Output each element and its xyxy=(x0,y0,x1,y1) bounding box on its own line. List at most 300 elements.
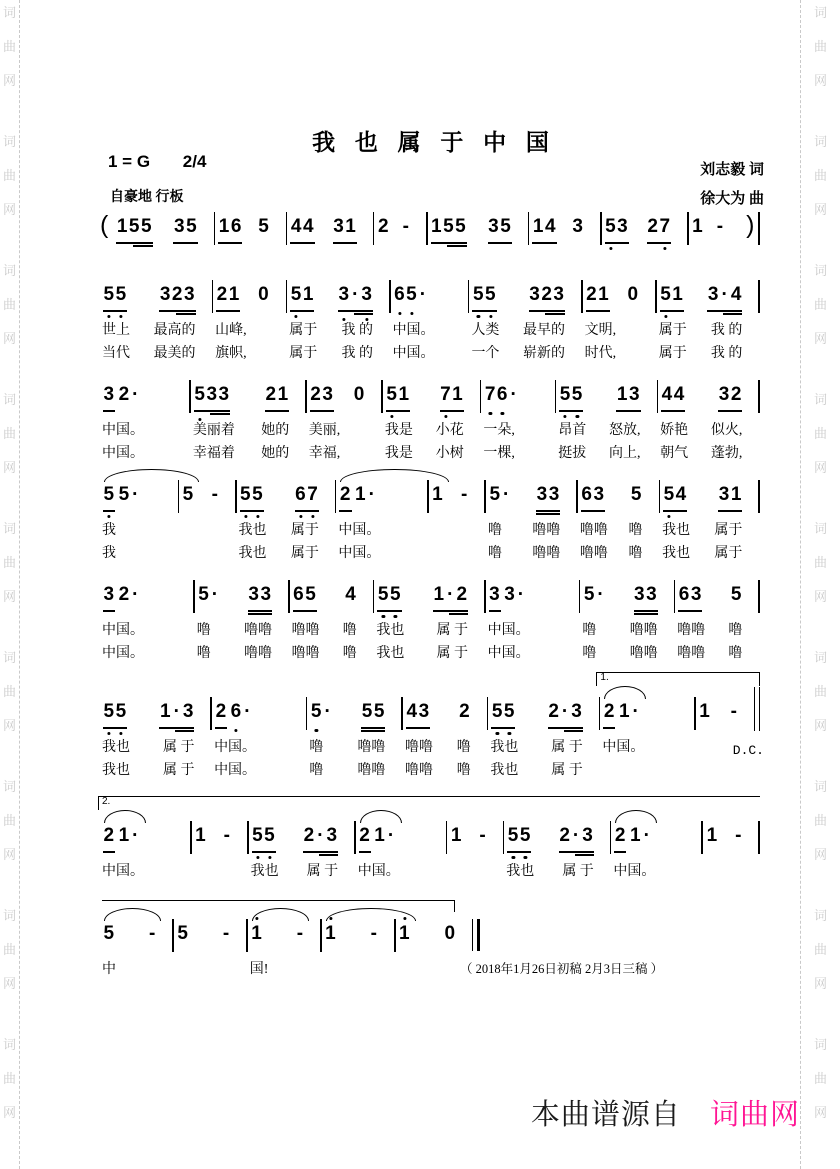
note-char: 3 xyxy=(718,384,730,405)
lyric-word: 属于 xyxy=(290,523,319,538)
note-char: 1 xyxy=(398,384,410,405)
notes-row xyxy=(287,282,389,308)
note-token xyxy=(177,921,189,947)
lyric-row xyxy=(403,762,487,780)
underline xyxy=(564,730,583,732)
note-token xyxy=(440,382,464,408)
note-token xyxy=(660,282,684,308)
note-token xyxy=(361,699,385,725)
underline xyxy=(433,610,468,612)
lyric-word: 噜 xyxy=(487,523,502,538)
lyric-word: 噜噜 xyxy=(532,523,561,538)
note-char: - xyxy=(223,825,231,846)
note-char: · xyxy=(517,584,525,605)
notes-row xyxy=(602,214,687,240)
low-octave-dot xyxy=(342,318,345,321)
lyric-word: 一棵, xyxy=(483,446,515,461)
note-token xyxy=(386,382,410,408)
note-token xyxy=(103,823,115,849)
note-token xyxy=(459,699,471,725)
tempo-marking: 自豪地 行板 xyxy=(110,190,184,205)
underline xyxy=(723,313,742,315)
underline xyxy=(252,851,276,853)
lyric-word: 美丽, xyxy=(308,423,341,438)
lyric-word: 噜噜 xyxy=(677,623,706,638)
notes-row xyxy=(374,214,425,240)
watermark-char: 曲 xyxy=(2,1071,16,1086)
lyric-row xyxy=(100,863,190,881)
note-char: 0 xyxy=(258,284,270,305)
note-token xyxy=(627,282,639,308)
note-char: · xyxy=(132,825,139,846)
note-token xyxy=(230,699,253,725)
key-signature: 1 = G xyxy=(108,152,151,171)
note-token xyxy=(248,582,272,608)
note-token xyxy=(103,482,115,508)
lyric-row xyxy=(486,622,579,640)
note-char: 3 xyxy=(690,584,702,605)
score-body xyxy=(100,211,780,979)
composer-credit: 徐大为 曲 xyxy=(700,190,764,207)
watermark-char: 网 xyxy=(813,589,827,604)
lyric-word: 中国。 xyxy=(338,523,381,538)
note-token xyxy=(431,214,467,240)
lyric-row xyxy=(179,545,235,563)
low-octave-dot xyxy=(315,729,318,732)
barline-end xyxy=(758,380,760,413)
underline xyxy=(295,510,319,512)
note-char: 3 xyxy=(582,825,594,846)
note-token xyxy=(103,699,127,725)
note-char: 3 xyxy=(489,584,501,605)
note-char: 6 xyxy=(496,382,508,408)
measure xyxy=(703,823,758,881)
low-octave-dot xyxy=(107,515,110,518)
lyric-word: 属 于 xyxy=(551,763,583,778)
lyric-row xyxy=(658,445,758,463)
note-char: 5 xyxy=(361,701,373,722)
note-char: 5 xyxy=(103,482,115,508)
lyric-row xyxy=(611,863,701,881)
lyric-row xyxy=(486,645,579,663)
low-octave-dot xyxy=(295,315,298,318)
measure xyxy=(100,282,212,363)
note-char: 2 xyxy=(339,484,351,505)
lyric-word: 中国。 xyxy=(102,623,144,638)
note-char: - xyxy=(461,484,468,505)
note-char: 1 xyxy=(374,825,386,846)
note-token xyxy=(103,921,115,947)
note-token xyxy=(103,382,115,408)
note-char: 3 xyxy=(536,484,548,505)
measure xyxy=(583,282,656,363)
underline xyxy=(361,730,385,732)
underline xyxy=(293,610,317,612)
watermark-char: 词 xyxy=(813,908,827,923)
low-octave-dot xyxy=(299,515,302,518)
volta-closing-line xyxy=(102,900,455,912)
low-octave-dot xyxy=(508,732,511,735)
note-char: 1 xyxy=(432,484,444,505)
lyric-word: 噜噜 xyxy=(357,763,386,778)
underline xyxy=(265,410,289,412)
note-char: 6 xyxy=(581,484,593,505)
lyric-word: 一朵, xyxy=(483,423,515,438)
measure xyxy=(660,482,758,563)
lyric-word: 噜噜 xyxy=(405,740,434,755)
measure xyxy=(179,482,235,563)
lyric-row xyxy=(100,622,193,640)
lyric-word: 噜噜 xyxy=(405,763,434,778)
note-char: 1 xyxy=(116,216,128,237)
underline xyxy=(489,610,501,612)
note-token xyxy=(240,482,264,508)
note-char: 4 xyxy=(290,216,302,237)
notes-row xyxy=(249,823,355,849)
music-system xyxy=(100,921,664,979)
lyric-word: 噜噜 xyxy=(244,623,273,638)
lyric-row xyxy=(100,545,178,563)
underline xyxy=(559,851,594,853)
note-token xyxy=(488,214,512,240)
lyric-word: 我 的 xyxy=(710,346,743,361)
watermark-char: 词 xyxy=(813,5,827,20)
watermark-char: 曲 xyxy=(2,555,16,570)
lyric-word: 蓬勃, xyxy=(710,446,743,461)
footer-brand xyxy=(531,1092,800,1133)
notes-row xyxy=(356,823,446,849)
note-char: 0 xyxy=(444,923,456,944)
measure xyxy=(307,382,382,463)
underline xyxy=(386,410,410,412)
lyric-word: 属 于 xyxy=(162,763,195,778)
notes-row xyxy=(391,282,468,308)
note-char: 1 xyxy=(159,701,172,722)
underline xyxy=(310,410,334,412)
notes-row xyxy=(583,282,656,308)
note-token xyxy=(359,823,371,849)
measure xyxy=(100,699,210,780)
notes-row xyxy=(307,699,401,725)
underline xyxy=(614,851,626,853)
notes-row xyxy=(611,823,701,849)
watermark-char: 曲 xyxy=(2,813,16,828)
lyric-row xyxy=(486,522,576,540)
measure xyxy=(481,382,554,463)
lyric-row xyxy=(657,322,759,340)
note-char: 1 xyxy=(692,216,704,237)
note-token xyxy=(616,382,640,408)
notes-row xyxy=(429,482,485,508)
notes-row xyxy=(212,699,306,725)
watermark-char: 词 xyxy=(2,650,16,665)
note-token xyxy=(718,482,742,508)
notes-row xyxy=(336,482,427,508)
note-token xyxy=(504,582,527,608)
low-octave-dot xyxy=(365,318,368,321)
underline xyxy=(133,245,153,247)
note-char: 3 xyxy=(338,282,350,308)
note-token xyxy=(118,582,141,608)
watermark-char: 曲 xyxy=(813,942,827,957)
measure xyxy=(556,382,656,463)
low-octave-dot xyxy=(444,415,447,418)
watermark-char: 曲 xyxy=(813,168,827,183)
underline xyxy=(210,413,230,415)
note-token xyxy=(706,823,718,849)
note-token xyxy=(532,214,556,240)
underline xyxy=(290,310,314,312)
watermark-right-column xyxy=(800,0,840,1169)
low-octave-dot xyxy=(663,247,666,250)
watermark-char: 曲 xyxy=(2,168,16,183)
low-octave-dot xyxy=(576,415,579,418)
measure xyxy=(403,699,487,780)
note-token xyxy=(290,282,314,308)
barline-end xyxy=(758,280,760,313)
lyric-row xyxy=(195,645,288,663)
note-char: 3 xyxy=(571,701,583,722)
watermark-char: 网 xyxy=(813,718,827,733)
note-token xyxy=(218,214,242,240)
watermark-char: 网 xyxy=(2,589,16,604)
lyric-word: 属于 xyxy=(658,346,687,361)
note-char: · xyxy=(132,584,139,605)
note-char: 2 xyxy=(541,284,553,305)
note-char: 6 xyxy=(230,216,242,237)
note-char: 1 xyxy=(618,701,631,722)
note-token xyxy=(707,282,742,308)
lyric-row xyxy=(290,622,373,640)
watermark-char: 网 xyxy=(2,847,16,862)
notes-row xyxy=(447,823,502,849)
notes-row xyxy=(580,582,673,608)
lyric-row xyxy=(403,739,487,757)
note-token xyxy=(432,482,444,508)
note-token xyxy=(345,582,357,608)
note-char: 5 xyxy=(491,699,503,725)
underline xyxy=(338,310,373,312)
note-token xyxy=(258,282,270,308)
note-token xyxy=(629,823,652,849)
low-octave-dot xyxy=(664,315,667,318)
underline xyxy=(406,727,430,729)
lyric-word: 噜噜 xyxy=(579,523,608,538)
note-char: 4 xyxy=(661,384,673,405)
lyric-row xyxy=(174,961,246,979)
measure xyxy=(657,282,759,363)
note-char: 5 xyxy=(485,282,497,308)
note-token xyxy=(295,482,319,508)
note-char: · xyxy=(447,584,454,605)
measure xyxy=(192,823,247,881)
note-token xyxy=(159,699,194,725)
note-token xyxy=(338,282,373,308)
measure xyxy=(237,482,335,563)
lyric-row xyxy=(556,422,656,440)
underline xyxy=(603,727,615,729)
lyric-row xyxy=(486,545,576,563)
lyric-word: 我是 xyxy=(384,446,413,461)
watermark-char: 曲 xyxy=(2,684,16,699)
note-char: - xyxy=(211,484,219,505)
underline xyxy=(545,313,565,315)
underline xyxy=(103,851,115,853)
watermark-char: 曲 xyxy=(2,39,16,54)
watermark-char: 网 xyxy=(813,460,827,475)
notes-row xyxy=(322,921,394,947)
notes-row xyxy=(657,282,759,308)
low-octave-dot xyxy=(382,615,385,618)
watermark-char: 网 xyxy=(813,847,827,862)
watermark-char: 词 xyxy=(2,134,16,149)
lyric-row xyxy=(578,545,659,563)
key-and-meter xyxy=(108,152,206,172)
lyric-word: 幸福着 xyxy=(192,446,235,461)
lyric-row xyxy=(192,863,247,881)
lyric-word: 噜 xyxy=(728,646,743,661)
lyric-word: 文明, xyxy=(584,323,617,338)
measure-row xyxy=(100,382,760,463)
lyric-word: 我也 xyxy=(376,623,405,638)
measure xyxy=(602,214,687,240)
note-token xyxy=(692,214,704,240)
note-token xyxy=(536,482,560,508)
lyric-row xyxy=(336,545,427,563)
notes-row xyxy=(248,921,320,947)
notes-row xyxy=(600,699,694,725)
note-token xyxy=(339,482,351,508)
watermark-char: 网 xyxy=(813,202,827,217)
note-char: - xyxy=(716,216,724,237)
watermark-char: 网 xyxy=(2,73,16,88)
note-token xyxy=(529,282,565,308)
measure xyxy=(248,921,320,979)
lyric-row xyxy=(179,522,235,540)
low-octave-dot xyxy=(107,732,110,735)
underline xyxy=(116,242,152,244)
note-char: 3 xyxy=(361,282,373,308)
low-octave-dot xyxy=(120,315,123,318)
notes-row xyxy=(703,823,758,849)
underline xyxy=(333,242,357,244)
note-char: 6 xyxy=(394,282,406,308)
watermark-char: 词 xyxy=(813,263,827,278)
watermark-char: 词 xyxy=(2,263,16,278)
lyric-row xyxy=(658,422,758,440)
low-octave-dot xyxy=(524,856,527,859)
low-octave-dot xyxy=(235,729,238,732)
note-token xyxy=(118,482,141,508)
note-char: 5 xyxy=(507,823,519,849)
lyric-word: 我是 xyxy=(384,423,413,438)
notes-row xyxy=(504,823,610,849)
lyric-word: 我 xyxy=(102,523,116,538)
music-system xyxy=(100,796,760,881)
notes-row xyxy=(100,921,172,947)
measure xyxy=(322,921,394,979)
watermark-char: 词 xyxy=(813,392,827,407)
lyric-row xyxy=(675,645,758,663)
underline xyxy=(359,851,371,853)
watermark-char: 曲 xyxy=(813,39,827,54)
note-char: 3 xyxy=(634,584,646,605)
lyric-row xyxy=(307,445,382,463)
note-char: 5 xyxy=(310,699,322,725)
lyric-row xyxy=(469,322,581,340)
credits xyxy=(700,156,764,213)
underline xyxy=(647,242,671,244)
lyric-word: 属于 xyxy=(289,323,318,338)
measure xyxy=(529,214,600,240)
lyric-word: 我也 xyxy=(506,864,535,879)
low-octave-dot xyxy=(609,247,612,250)
low-octave-dot xyxy=(268,856,271,859)
lyric-word: 山峰, xyxy=(215,323,247,338)
close-paren: ) xyxy=(746,211,755,239)
lyric-row xyxy=(374,622,484,640)
notes-row xyxy=(396,921,473,947)
lyric-word: 属 于 xyxy=(162,740,195,755)
underline xyxy=(529,310,565,312)
lyric-word: 怒放, xyxy=(609,423,641,438)
note-char: 2 xyxy=(359,825,371,846)
underline xyxy=(240,510,264,512)
lyric-row xyxy=(213,345,286,363)
lyric-row xyxy=(100,762,210,780)
lyric-word: 似火, xyxy=(710,423,743,438)
note-char: 2 xyxy=(265,384,277,405)
lyric-word: 我也 xyxy=(250,864,279,879)
note-token xyxy=(252,823,276,849)
lyric-word: 我 xyxy=(102,546,116,561)
lyric-word: 噜噜 xyxy=(532,546,561,561)
lyric-word: 中国。 xyxy=(602,740,645,755)
underline xyxy=(634,613,658,615)
low-octave-dot xyxy=(107,315,110,318)
notes-row xyxy=(481,382,554,408)
note-char: 4 xyxy=(302,216,315,237)
watermark-char: 曲 xyxy=(2,426,16,441)
note-char: 3 xyxy=(488,216,500,237)
note-token xyxy=(406,699,430,725)
underline xyxy=(536,513,560,515)
note-char: 2 xyxy=(215,701,227,722)
note-char: 5 xyxy=(252,823,264,849)
note-char: 1 xyxy=(277,384,289,405)
lyric-word: 世上 xyxy=(102,323,130,338)
note-char: 6 xyxy=(293,584,305,605)
note-char: 6 xyxy=(230,699,242,725)
lyric-word: 我也 xyxy=(490,763,519,778)
note-char: 5 xyxy=(730,584,742,605)
measure xyxy=(578,482,659,563)
lyric-row xyxy=(212,739,306,757)
note-char: · xyxy=(244,701,252,722)
lyric-row xyxy=(195,622,288,640)
note-char: 5 xyxy=(443,216,455,237)
watermark-char: 网 xyxy=(2,1105,16,1120)
note-char: 3 xyxy=(183,284,196,305)
volta-bracket-1 xyxy=(596,672,760,686)
page-title: 我 也 属 于 中 国 xyxy=(312,130,556,155)
note-token xyxy=(630,482,642,508)
lyric-word: 噜 xyxy=(342,623,357,638)
note-token xyxy=(118,382,141,408)
note-token xyxy=(290,214,314,240)
measure xyxy=(113,214,213,240)
note-char: · xyxy=(324,701,332,722)
